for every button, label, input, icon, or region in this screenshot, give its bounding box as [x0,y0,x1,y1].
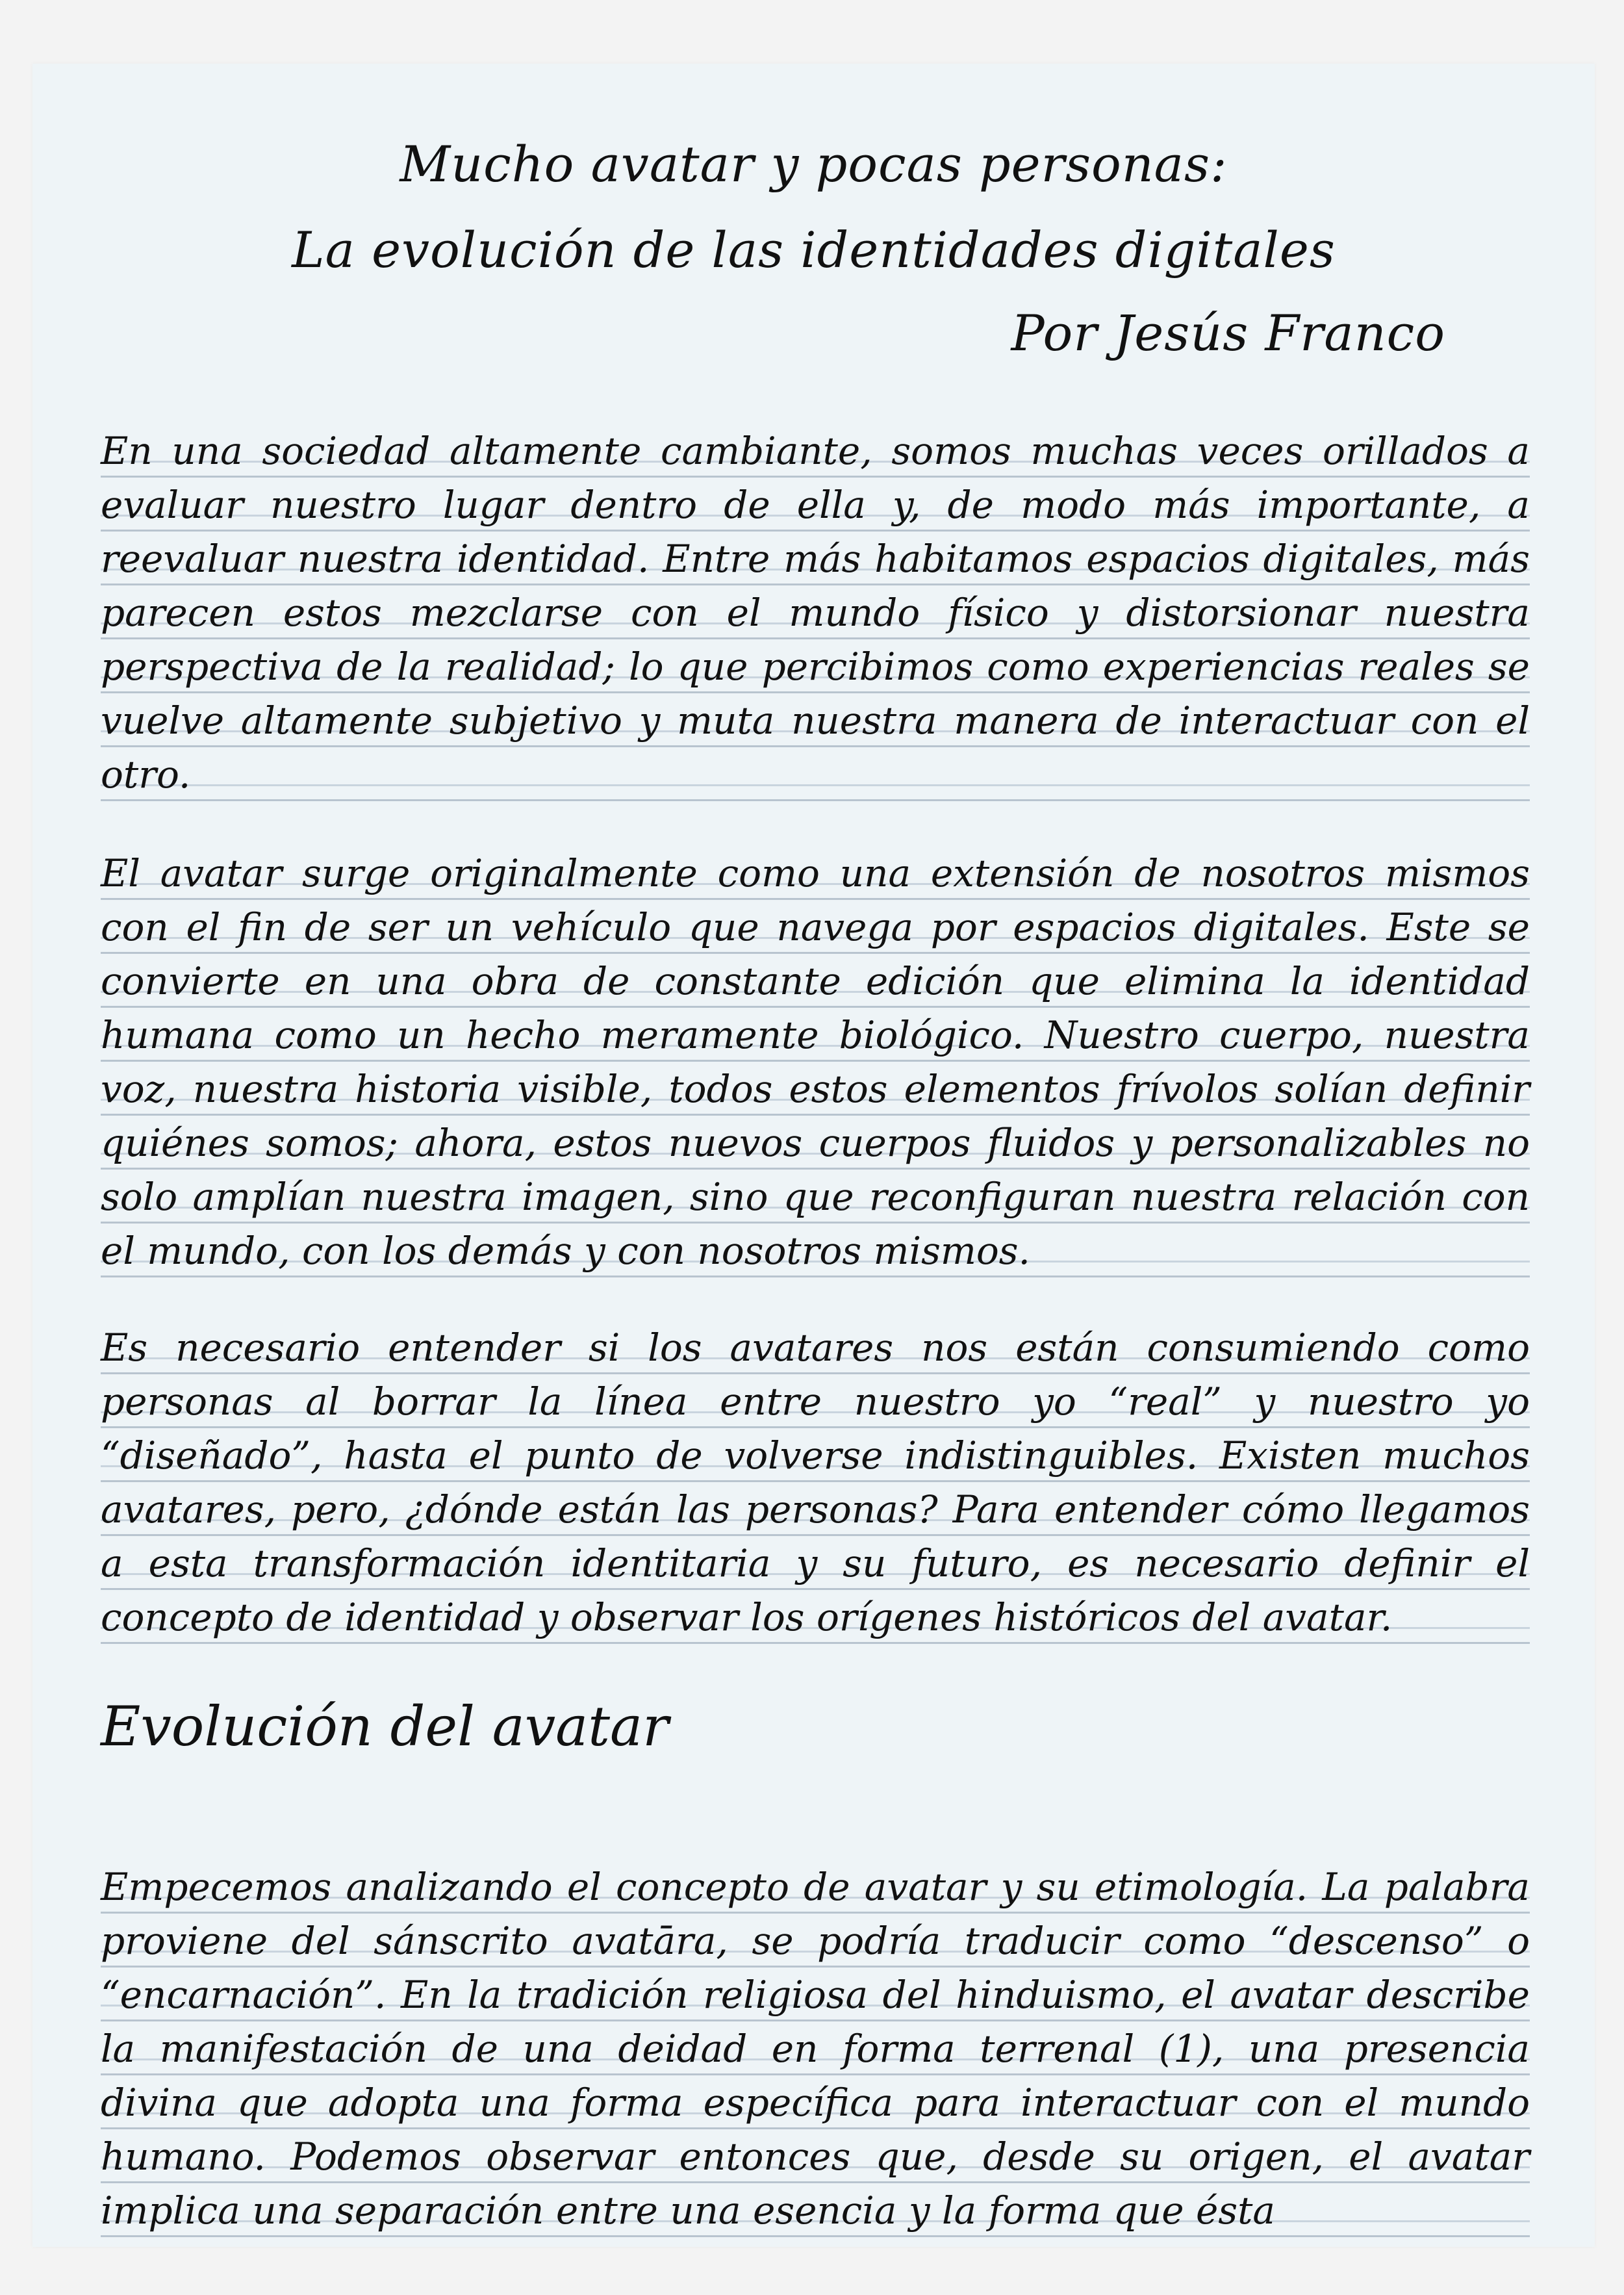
section-paragraph: Empecemos analizando el concepto de avatar y su etimología. La palabra proviene del sánscrito avatāra, se podría traducir como “descenso” o “encarnación”. En la tradición religiosa del hinduismo, el avatar describe la manifestación de una deidad en forma terrenal (1), una presencia divina que adopta una forma específica para interactuar con el mundo humano. Podemos observar entonces que, desde su origen, el avatar implica una separación entre una esencia y la forma que ésta [101,1860,1530,2238]
intro-paragraph-2: El avatar surge originalmente como una extensión de nosotros mismos con el fin de ser un vehículo que navega por espacios digitales. Este se convierte en una obra de constante edición que elimina la identidad humana como un hecho meramente biológico. Nuestro cuerpo, nuestra voz, nuestra historia visible, todos estos elementos frívolos solían definir quiénes somos; ahora, estos nuevos cuerpos fluidos y personalizables no solo amplían nuestra imagen, sino que reconfiguran nuestra relación con el mundo, con los demás y con nosotros mismos. [101,847,1530,1278]
intro-paragraph-3: Es necesario entender si los avatares nos están consumiendo como personas al borrar la línea entre nuestro yo “real” y nuestro yo “diseñado”, hasta el punto de volverse indistinguibles. Existen muchos avatares, pero, ¿dónde están las personas? Para entender cómo llegamos a esta transformación identitaria y su futuro, es necesario definir el concepto de identidad y observar los orígenes históricos del avatar. [101,1321,1530,1645]
section-heading: Evolución del avatar [101,1695,669,1758]
intro-paragraph-1: En una sociedad altamente cambiante, somos muchas veces orillados a evaluar nuestro lugar dentro de ella y, de modo más importante, a reevaluar nuestra identidad. Entre más habitamos espacios digitales, más parecen estos mezclarse con el mundo físico y distorsionar nuestra perspectiva de la realidad; lo que percibimos como experiencias reales se vuelve altamente subjetivo y muta nuestra manera de interactuar con el otro. [101,424,1530,802]
document-title-line-1: Mucho avatar y pocas personas: [400,135,1228,193]
handwritten-page [32,64,1595,2247]
author-byline: Por Jesús Franco [1011,304,1445,362]
document-title-line-2: La evolución de las identidades digitales [292,221,1336,279]
